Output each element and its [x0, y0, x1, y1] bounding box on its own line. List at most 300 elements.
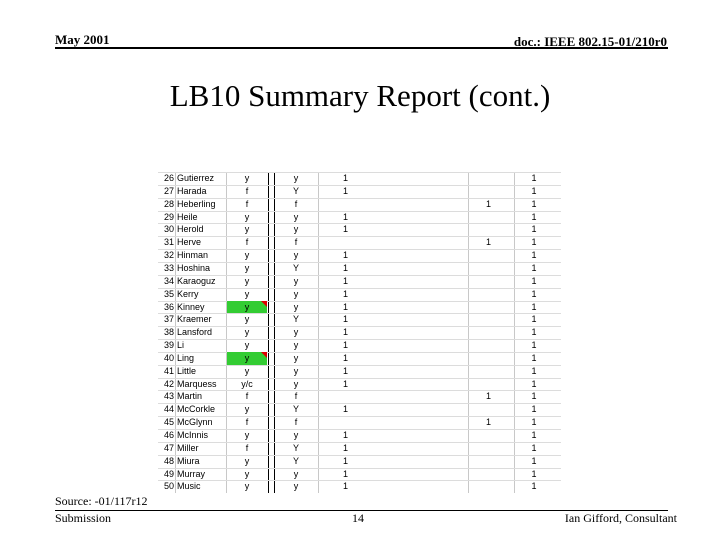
count-cell-text: 1	[531, 391, 537, 402]
count-cell-text: 1	[531, 378, 537, 389]
row-number	[158, 326, 175, 339]
count-cell	[471, 301, 506, 314]
vote-cell	[227, 468, 267, 481]
table-row	[158, 429, 561, 442]
table-row	[158, 442, 561, 455]
row-number	[158, 378, 175, 391]
vote-cell	[276, 236, 316, 249]
voter-name-text: McCorkle	[177, 404, 216, 415]
vote-cell	[227, 326, 267, 339]
count-cell	[471, 403, 506, 416]
vote-cell-text: f	[294, 417, 298, 428]
count-cell	[328, 275, 363, 288]
count-cell	[328, 326, 363, 339]
count-cell	[516, 442, 552, 455]
vote-cell-text: f	[245, 417, 249, 428]
voter-name	[175, 480, 224, 493]
count-cell-text: 1	[531, 455, 537, 466]
row-number	[158, 236, 175, 249]
row-number	[158, 313, 175, 326]
voter-name-text: Martin	[177, 391, 203, 402]
vote-cell	[276, 365, 316, 378]
count-cell	[471, 223, 506, 236]
vote-cell-text: f	[245, 442, 249, 453]
vote-cell	[227, 455, 267, 468]
count-cell	[328, 313, 363, 326]
vote-cell-text: y	[293, 275, 299, 286]
count-cell-text: 1	[531, 250, 537, 261]
count-cell	[516, 455, 552, 468]
row-number	[158, 390, 175, 403]
voter-name-text: McGlynn	[177, 417, 213, 428]
vote-cell-text: f	[245, 198, 249, 209]
count-cell-text: 1	[531, 198, 537, 209]
voter-name	[175, 288, 224, 301]
vote-cell	[276, 352, 316, 365]
vote-cell	[276, 468, 316, 481]
count-cell-text: 1	[531, 468, 537, 479]
slide-title: LB10 Summary Report (cont.)	[169, 78, 551, 113]
count-cell	[471, 390, 506, 403]
header-rule	[55, 47, 668, 49]
count-cell-text: 1	[531, 288, 537, 299]
voter-name	[175, 313, 224, 326]
row-number-text: 30	[163, 224, 174, 235]
row-number-text: 46	[163, 430, 174, 440]
count-cell-text: 1	[342, 404, 348, 415]
count-cell	[516, 288, 552, 301]
row-number-text: 33	[163, 262, 174, 273]
vote-cell-text: Y	[292, 185, 299, 196]
vote-cell-text: y	[244, 250, 250, 261]
count-cell	[471, 275, 506, 288]
count-cell	[516, 211, 552, 224]
vote-cell-text: f	[245, 185, 249, 196]
comment-flag-icon	[261, 352, 267, 358]
count-cell	[471, 455, 506, 468]
vote-cell	[227, 339, 267, 352]
vote-cell-text: y	[244, 352, 250, 363]
vote-cell-text: y	[293, 250, 299, 261]
vote-cell-text: y	[293, 378, 299, 389]
voter-name-text: Li	[177, 340, 185, 351]
row-number	[158, 185, 175, 198]
vote-cell-text: y	[244, 314, 250, 325]
voter-name	[175, 262, 224, 275]
vote-cell	[227, 442, 267, 455]
row-number-text: 39	[163, 340, 174, 351]
vote-cell	[276, 455, 316, 468]
vote-cell	[227, 313, 267, 326]
row-number	[158, 352, 175, 365]
row-number	[158, 429, 175, 442]
count-cell	[328, 223, 363, 236]
row-number	[158, 223, 175, 236]
table-row	[158, 262, 561, 275]
count-cell	[328, 211, 363, 224]
count-cell	[516, 468, 552, 481]
vote-cell-text: y	[293, 340, 299, 351]
count-cell-text: 1	[531, 301, 537, 312]
voter-name-text: Herold	[177, 224, 204, 235]
count-cell	[471, 416, 506, 429]
vote-cell-text: y	[244, 468, 250, 479]
footer-submission: Submission	[55, 511, 112, 525]
vote-cell	[276, 378, 316, 391]
voter-name-text: Ling	[177, 352, 195, 363]
row-number	[158, 172, 175, 185]
count-cell	[471, 211, 506, 224]
table-row	[158, 416, 561, 429]
vote-cell-text: y	[244, 327, 250, 338]
count-cell-text: 1	[531, 314, 537, 325]
count-cell-text: 1	[342, 430, 348, 440]
count-cell-text: 1	[531, 237, 537, 248]
vote-cell-text: y/c	[241, 378, 253, 389]
vote-cell-text: y	[293, 430, 299, 440]
count-cell	[471, 185, 506, 198]
table-row	[158, 185, 561, 198]
vote-cell	[276, 480, 316, 493]
count-cell	[516, 172, 552, 185]
vote-cell-text: y	[293, 211, 299, 222]
vote-cell	[276, 198, 316, 211]
vote-cell-text: y	[244, 173, 250, 183]
voter-name-text: Miller	[177, 442, 199, 453]
voter-name	[175, 390, 224, 403]
header-date: May 2001	[55, 32, 110, 47]
row-number-text: 44	[163, 404, 174, 415]
voter-name	[175, 185, 224, 198]
voter-name	[175, 442, 224, 455]
count-cell-text: 1	[485, 417, 491, 428]
voter-name	[175, 468, 224, 481]
table-row	[158, 313, 561, 326]
row-number-text: 38	[163, 327, 174, 338]
vote-cell	[276, 429, 316, 442]
table-row	[158, 365, 561, 378]
vote-cell-text: y	[244, 262, 250, 273]
vote-cell	[276, 288, 316, 301]
count-cell	[328, 480, 363, 493]
vote-cell	[227, 262, 267, 275]
row-number-text: 49	[163, 468, 174, 479]
voter-name	[175, 416, 224, 429]
row-number-text: 28	[163, 198, 174, 209]
voter-name	[175, 352, 224, 365]
count-cell	[328, 198, 363, 211]
vote-cell	[227, 185, 267, 198]
table-row	[158, 403, 561, 416]
count-cell-text: 1	[342, 185, 348, 196]
count-cell	[471, 378, 506, 391]
count-cell	[328, 339, 363, 352]
count-cell	[471, 198, 506, 211]
row-number-text: 29	[163, 211, 174, 222]
count-cell-text: 1	[342, 352, 348, 363]
count-cell-text: 1	[531, 430, 537, 440]
count-cell	[516, 339, 552, 352]
count-cell	[471, 468, 506, 481]
vote-cell	[276, 339, 316, 352]
count-cell	[516, 365, 552, 378]
row-number-text: 40	[163, 352, 174, 363]
count-cell-text: 1	[531, 173, 537, 183]
count-cell	[328, 365, 363, 378]
count-cell	[328, 442, 363, 455]
count-cell-text: 1	[531, 340, 537, 351]
vote-cell	[227, 378, 267, 391]
vote-cell	[227, 429, 267, 442]
count-cell	[328, 288, 363, 301]
vote-cell	[276, 249, 316, 262]
vote-cell	[227, 480, 267, 493]
vote-cell	[276, 185, 316, 198]
table-row	[158, 455, 561, 468]
count-cell	[516, 390, 552, 403]
count-cell	[516, 326, 552, 339]
vote-cell	[276, 403, 316, 416]
vote-cell	[276, 301, 316, 314]
count-cell	[471, 442, 506, 455]
count-cell	[516, 249, 552, 262]
voter-name-text: Karaoguz	[177, 275, 216, 286]
vote-cell-text: y	[293, 288, 299, 299]
count-cell	[516, 262, 552, 275]
row-number-text: 47	[163, 442, 174, 453]
voter-name	[175, 211, 224, 224]
count-cell	[516, 378, 552, 391]
vote-cell-text: y	[244, 430, 250, 440]
vote-cell-text: y	[244, 481, 250, 492]
vote-cell	[227, 249, 267, 262]
vote-cell-text: y	[244, 365, 250, 376]
count-cell	[516, 275, 552, 288]
vote-cell-text: y	[244, 404, 250, 415]
voter-name	[175, 455, 224, 468]
vote-cell	[276, 211, 316, 224]
voter-name-text: Lansford	[177, 327, 213, 338]
table-row	[158, 339, 561, 352]
row-number-text: 42	[163, 378, 174, 389]
voter-name-text: Miura	[177, 455, 200, 466]
count-cell-text: 1	[531, 442, 537, 453]
row-number	[158, 480, 175, 493]
row-number	[158, 416, 175, 429]
table-row	[158, 249, 561, 262]
table-row	[158, 390, 561, 403]
voter-name-text: Herve	[177, 237, 202, 248]
row-number-text: 45	[163, 417, 174, 428]
voter-name	[175, 249, 224, 262]
count-cell	[328, 185, 363, 198]
table-row	[158, 223, 561, 236]
vote-cell-text: f	[294, 391, 298, 402]
voter-name	[175, 236, 224, 249]
vote-cell-text: y	[244, 301, 250, 312]
comment-flag-icon	[261, 301, 267, 307]
row-number-text: 26	[163, 173, 174, 183]
voter-name-text: Little	[177, 365, 197, 376]
table-row	[158, 352, 561, 365]
header-doc-id: doc.: IEEE 802.15-01/210r0	[513, 34, 667, 49]
count-cell-text: 1	[342, 250, 348, 261]
count-cell-text: 1	[342, 327, 348, 338]
row-number	[158, 468, 175, 481]
voter-name-text: McInnis	[177, 430, 209, 440]
voter-name-text: Harada	[177, 185, 207, 196]
vote-cell-text: Y	[292, 262, 299, 273]
vote-cell	[276, 313, 316, 326]
count-cell	[516, 236, 552, 249]
voter-name-text: Hinman	[177, 250, 209, 261]
page-number: 14	[352, 511, 364, 525]
count-cell-text: 1	[342, 173, 348, 183]
vote-cell	[227, 365, 267, 378]
voter-name	[175, 301, 224, 314]
voter-name	[175, 429, 224, 442]
row-number-text: 50	[163, 481, 174, 492]
vote-cell	[276, 172, 316, 185]
row-number	[158, 262, 175, 275]
vote-cell-text: y	[293, 173, 299, 183]
count-cell-text: 1	[342, 288, 348, 299]
vote-cell	[227, 416, 267, 429]
row-number-text: 27	[163, 185, 174, 196]
vote-cell	[227, 301, 267, 314]
vote-cell-text: y	[293, 365, 299, 376]
count-cell	[328, 390, 363, 403]
row-number-text: 41	[163, 365, 174, 376]
vote-cell	[227, 223, 267, 236]
row-number-text: 43	[163, 391, 174, 402]
count-cell-text: 1	[531, 481, 537, 492]
count-cell	[328, 455, 363, 468]
count-cell	[471, 429, 506, 442]
count-cell	[328, 236, 363, 249]
vote-cell-text: Y	[292, 404, 299, 415]
count-cell	[328, 262, 363, 275]
count-cell	[328, 416, 363, 429]
count-cell	[328, 468, 363, 481]
count-cell	[471, 236, 506, 249]
count-cell	[328, 301, 363, 314]
count-cell	[471, 352, 506, 365]
count-cell-text: 1	[485, 198, 491, 209]
count-cell-text: 1	[531, 275, 537, 286]
vote-cell-text: y	[244, 455, 250, 466]
count-cell	[471, 480, 506, 493]
row-number-text: 37	[163, 314, 174, 325]
voter-name-text: Hoshina	[177, 262, 211, 273]
count-cell	[516, 352, 552, 365]
table-row	[158, 326, 561, 339]
vote-cell-text: y	[293, 327, 299, 338]
count-cell-text: 1	[485, 237, 491, 248]
voter-name-text: Gutierrez	[177, 173, 215, 183]
count-cell-text: 1	[342, 455, 348, 466]
count-cell	[516, 416, 552, 429]
vote-cell	[276, 390, 316, 403]
vote-cell-text: Y	[292, 455, 299, 466]
voter-name	[175, 198, 224, 211]
row-number	[158, 288, 175, 301]
count-cell-text: 1	[531, 404, 537, 415]
source-note: Source: -01/117r12	[55, 494, 148, 508]
vote-cell	[276, 275, 316, 288]
vote-cell	[227, 352, 267, 365]
row-number	[158, 455, 175, 468]
count-cell	[471, 326, 506, 339]
vote-cell-text: f	[294, 237, 298, 248]
count-cell	[471, 365, 506, 378]
vote-cell-text: f	[245, 391, 249, 402]
row-number-text: 36	[163, 301, 174, 312]
vote-cell-text: f	[245, 237, 249, 248]
table-row	[158, 288, 561, 301]
count-cell	[471, 288, 506, 301]
vote-cell-text: f	[294, 198, 298, 209]
row-number	[158, 365, 175, 378]
voter-name	[175, 365, 224, 378]
count-cell	[328, 403, 363, 416]
count-cell	[471, 313, 506, 326]
count-cell	[516, 403, 552, 416]
vote-cell	[276, 326, 316, 339]
count-cell	[516, 198, 552, 211]
count-cell	[516, 429, 552, 442]
vote-cell-text: Y	[292, 314, 299, 325]
table-row	[158, 236, 561, 249]
voter-name	[175, 223, 224, 236]
row-number	[158, 339, 175, 352]
count-cell	[328, 378, 363, 391]
vote-cell	[227, 390, 267, 403]
table-row	[158, 198, 561, 211]
vote-cell-text: y	[293, 468, 299, 479]
count-cell-text: 1	[342, 275, 348, 286]
row-number	[158, 301, 175, 314]
row-number-text: 32	[163, 250, 174, 261]
count-cell-text: 1	[342, 442, 348, 453]
count-cell-text: 1	[342, 340, 348, 351]
row-number-text: 31	[163, 237, 174, 248]
count-cell-text: 1	[531, 365, 537, 376]
vote-cell-text: y	[244, 211, 250, 222]
voter-name-text: Heile	[177, 211, 198, 222]
count-cell-text: 1	[342, 378, 348, 389]
count-cell-text: 1	[531, 417, 537, 428]
vote-cell-text: y	[293, 352, 299, 363]
row-number-text: 48	[163, 455, 174, 466]
count-cell	[516, 301, 552, 314]
vote-cell-text: y	[293, 224, 299, 235]
vote-cell-text: y	[244, 340, 250, 351]
row-number	[158, 403, 175, 416]
vote-cell-text: y	[293, 481, 299, 492]
voter-name-text: Murray	[177, 468, 206, 479]
count-cell-text: 1	[531, 352, 537, 363]
count-cell-text: 1	[531, 211, 537, 222]
count-cell	[328, 429, 363, 442]
count-cell-text: 1	[342, 314, 348, 325]
vote-cell-text: y	[244, 288, 250, 299]
count-cell-text: 1	[342, 301, 348, 312]
count-cell	[471, 339, 506, 352]
voter-name-text: Heberling	[177, 198, 216, 209]
voter-name	[175, 172, 224, 185]
count-cell	[471, 172, 506, 185]
